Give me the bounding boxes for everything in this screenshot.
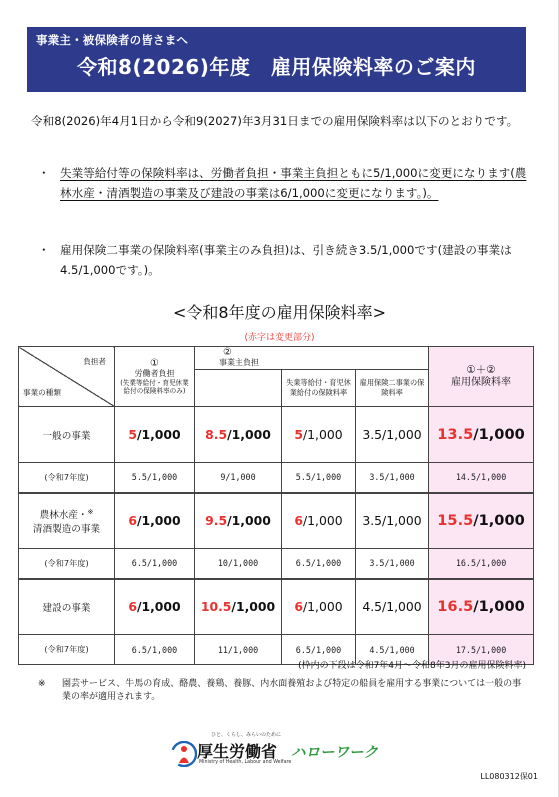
employer-rate: 10.5/1,000 [195,579,282,635]
bullet-text: 失業等給付等の保険料率は、労働者負担・事業主負担ともに5/1,000に変更になります(農林水産・清酒製造の事業及び建設の事業は6/1,000に変更になります。)。 [60,166,527,200]
intro-paragraph: 令和8(2026)年4月1日から令和9(2027)年3月31日までの雇用保険料率は以下のとおりです。 [31,114,519,128]
prev-employer-benefit-rate: 6.5/1,000 [282,635,356,665]
table-footnote: (枠内の下段は令和7年4月〜令和8年3月の雇用保険料率) [298,661,526,671]
worker-header-cell [115,347,195,407]
worker-rate: 6/1,000 [115,579,195,635]
corner-bottom-label: 事業の種類 [23,388,61,397]
prev-employer-rate: 10/1,000 [195,549,282,579]
bullet-marker: ・ [38,166,50,180]
industry-name-line2: 清酒製造の事業 [32,523,101,535]
col-number: ① [150,357,159,369]
title-banner [27,27,526,92]
prev-total-rate: 16.5/1,000 [429,549,534,579]
employer-benefit-rate: 5/1,000 [282,407,356,463]
industry-name-line1: 農林水産・ [39,509,88,521]
prev-employer-rate: 9/1,000 [195,463,282,493]
prev-employer-benefit-rate: 6.5/1,000 [282,549,356,579]
prev-total-rate: 14.5/1,000 [429,463,534,493]
page-title: 令和8(2026)年度 雇用保険料率のご案内 [77,55,476,79]
employer-spacer-cell [195,370,282,407]
col-title: 事業主負担 [219,358,259,367]
prev-employer-twoproject-rate: 3.5/1,000 [356,463,429,493]
note-text: 園芸サービス、牛馬の育成、酪農、養鶏、養豚、内水面養殖および特定の船員を雇用する事業については一般の事業の率が適用されます。 [62,679,522,702]
prev-year-label: (令和7年度) [19,635,115,665]
total-rate: 16.5/1,000 [429,579,534,635]
prev-employer-twoproject-rate: 4.5/1,000 [356,635,429,665]
hellowork-logo: ハローワーク [291,745,378,761]
col-number: ①＋② [466,364,496,376]
mhlw-emblem-icon [171,741,197,767]
employer-benefit-rate: 6/1,000 [282,579,356,635]
col-number: ② [223,347,232,358]
employer-benefit-header: 失業等給付・育児休業給付の保険料率 [282,370,356,407]
prev-year-label: (令和7年度) [19,463,115,493]
col-title: 労働者負担 [134,368,175,378]
prev-worker-rate: 6.5/1,000 [115,549,195,579]
employer-rate: 8.5/1,000 [195,407,282,463]
ministry-name: 厚生労働省 [197,742,278,761]
note-marker: ※ [38,679,46,689]
col-subtitle: (失業等給付・育児休業給付の保険料率のみ) [120,378,189,395]
employer-header-cell [195,347,429,370]
employer-rate: 9.5/1,000 [195,493,282,549]
prev-employer-rate: 11/1,000 [195,635,282,665]
prev-worker-rate: 5.5/1,000 [115,463,195,493]
corner-top-label: 負担者 [83,357,106,366]
worker-rate: 5/1,000 [115,407,195,463]
employer-twoproject-rate: 3.5/1,000 [356,407,429,463]
industry-name: 一般の事業 [19,407,115,463]
total-header-cell [429,347,534,407]
total-rate: 13.5/1,000 [429,407,534,463]
prev-employer-benefit-rate: 5.5/1,000 [282,463,356,493]
worker-rate: 6/1,000 [115,493,195,549]
industry-name: 建設の事業 [19,579,115,635]
employer-twoproject-rate: 4.5/1,000 [356,579,429,635]
rate-table [18,346,534,665]
prev-worker-rate: 6.5/1,000 [115,635,195,665]
employer-twoproject-rate: 3.5/1,000 [356,493,429,549]
logo-tagline: ひと、くらし、みらいのために [211,732,282,738]
col-title: 雇用保険料率 [451,377,512,388]
corner-header-cell [19,347,115,407]
employer-benefit-rate: 6/1,000 [282,493,356,549]
banner-subtitle: 事業主・被保険者の皆さまへ [36,33,189,47]
prev-total-rate: 17.5/1,000 [429,635,534,665]
bullet-marker: ・ [38,243,50,257]
employer-twoproject-header: 雇用保険二事業の保険料率 [356,370,429,407]
prev-employer-twoproject-rate: 3.5/1,000 [356,549,429,579]
bullet-text: 雇用保険二事業の保険料率(事業主のみ負担)は、引き続き3.5/1,000です(建設の事業は4.5/1,000です。)。 [60,243,512,277]
ministry-name-en: Ministry of Health, Labour and Welfare [199,760,292,765]
table-change-note: (赤字は変更部分) [244,333,315,343]
mhlw-hellowork-logo [171,731,391,771]
prev-year-label: (令和7年度) [19,549,115,579]
total-rate: 15.5/1,000 [429,493,534,549]
document-code: LL080312保01 [480,772,538,781]
footnote-mark: ※ [87,507,94,516]
table-title: <令和8年度の雇用保険料率> [173,303,386,322]
industry-name [19,493,115,549]
